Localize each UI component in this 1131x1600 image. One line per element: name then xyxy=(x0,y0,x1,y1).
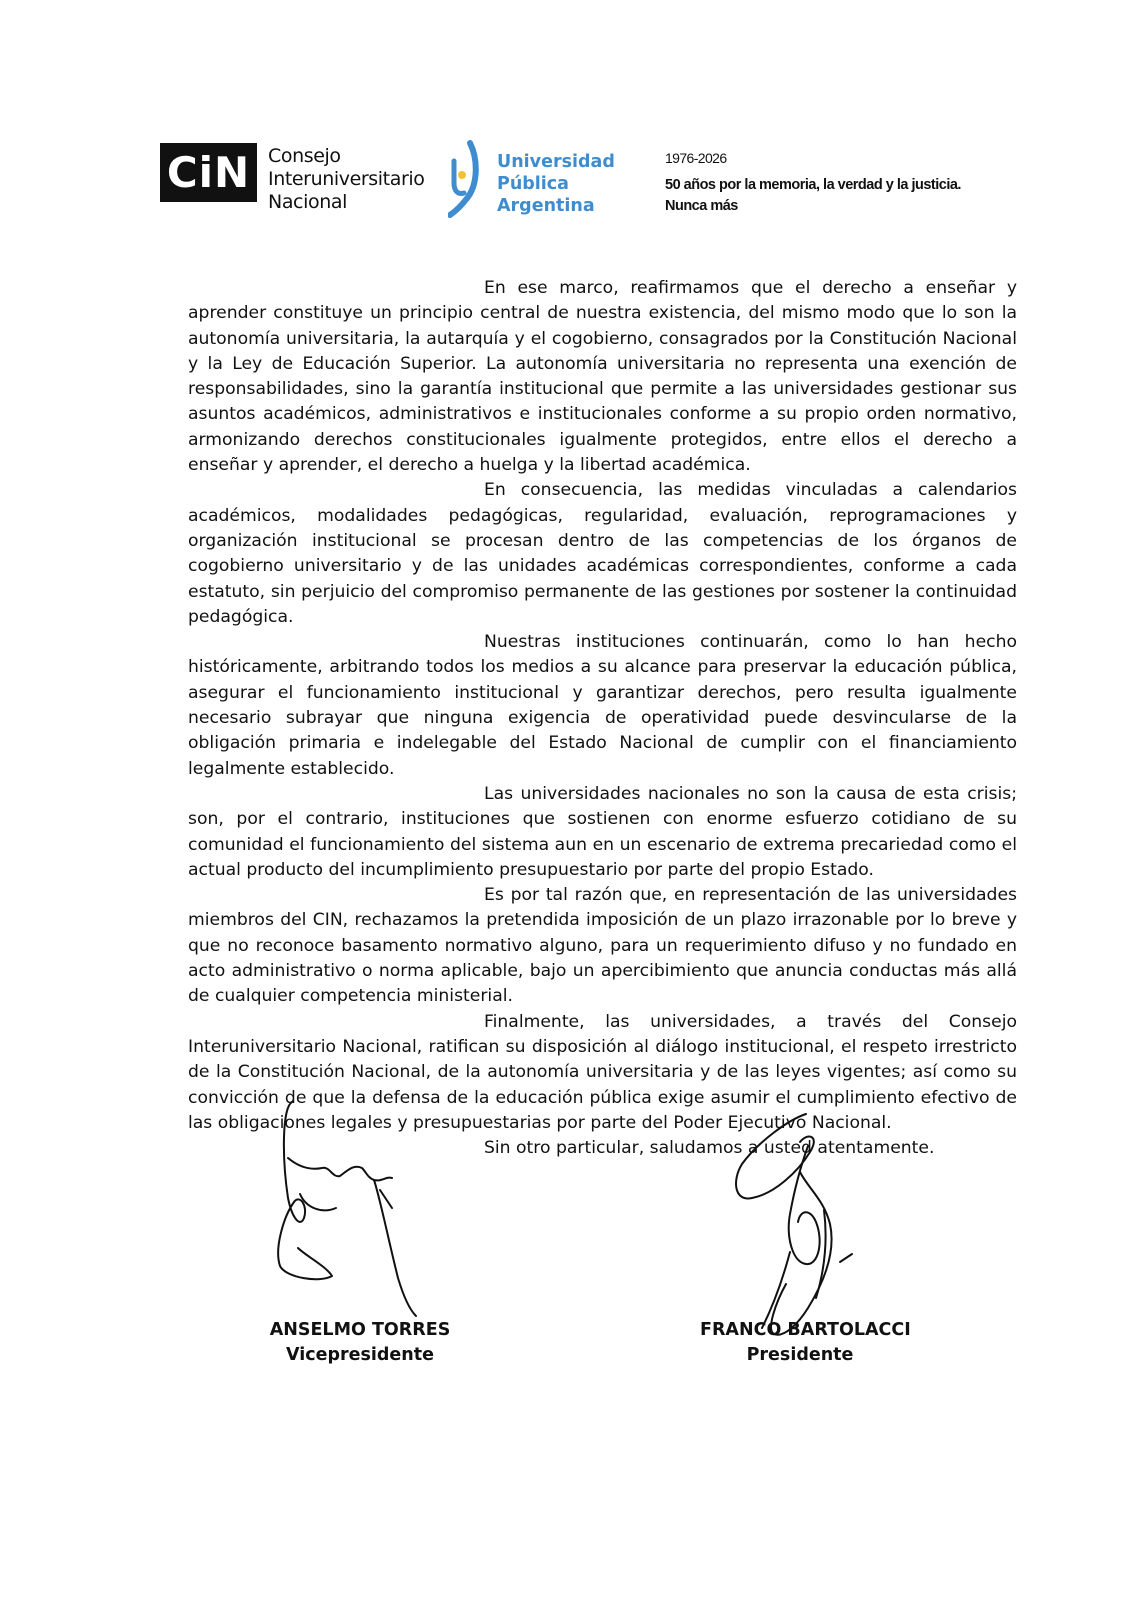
anniversary-motto-line: 50 años por la memoria, la verdad y la justicia. xyxy=(665,177,961,193)
anniversary-block xyxy=(665,150,961,217)
paragraph: Las universidades nacionales no son la causa de esta crisis; son, por el contrario, instituciones que sostienen con enorme esfuerzo cotidiano de su comunidad el funcionamiento del sistema aun en un escenario de extrema precariedad como el actual producto del incumplimiento presupuestario por parte del propio Estado. xyxy=(188,783,1017,880)
cin-name xyxy=(268,145,425,214)
cin-logo: CiN xyxy=(160,143,257,202)
signer-title: Vicepresidente xyxy=(285,1345,434,1365)
closing-line: Sin otro particular, saludamos a usted atentamente. xyxy=(484,1138,935,1159)
anniversary-years: 1976-2026 xyxy=(665,150,727,166)
upa-name xyxy=(497,151,615,217)
letter-body xyxy=(188,276,1017,1161)
paragraph: En ese marco, reafirmamos que el derecho a enseñar y aprender constituye un principio central de nuestra existencia, del mismo modo que lo son la autonomía universitaria, la autarquía y el cogobierno, consagrados por la Constitución Nacional y la Ley de Educación Superior. La autonomía universitaria no representa una exención de responsabilidades, sino la garantía institucional que permite a las universidades gestionar sus asuntos académicos, administrativos e institucionales conforme a su propio orden normativo, armonizando derechos constitucionales igualmente protegidos, entre ellos el derecho a enseñar y aprender, el derecho a huelga y la libertad académica. xyxy=(188,278,1017,476)
upa-name-line: Pública xyxy=(497,174,569,194)
upa-logo-icon xyxy=(448,139,488,219)
paragraph: Es por tal razón que, en representación de las universidades miembros del CIN, rechazamos la pretendida imposición de un plazo irrazonable por lo breve y que no reconoce basamento normativo alguno, para un requerimiento difuso y no fundado en acto administrativo o norma aplicable, bajo un apercibimiento que anuncia conductas más allá de cualquier competencia ministerial. xyxy=(188,885,1017,1007)
signature-right-icon xyxy=(728,1112,898,1342)
paragraph: Finalmente, las universidades, a través del Consejo Interuniversitario Nacional, ratifican su disposición al diálogo institucional, el respeto irrestricto de la Constitución Nacional, de la autonomía universitaria y de las leyes vigentes; así como su convicción de que la defensa de la educación pública exige asumir el cumplimiento efectivo de las obligaciones legales y presupuestarias por parte del Poder Ejecutivo Nacional. xyxy=(188,1011,1017,1133)
cin-name-line: Consejo xyxy=(268,145,341,167)
signer-name: FRANCO BARTOLACCI xyxy=(700,1320,911,1340)
anniversary-motto xyxy=(665,175,961,217)
paragraph: Nuestras instituciones continuarán, como lo han hecho históricamente, arbitrando todos los medios a su alcance para preservar la educación pública, asegurar el funcionamiento institucional y garantizar derechos, pero resulta igualmente necesario subrayar que ninguna exigencia de operatividad puede desvincularse de la obligación primaria e indelegable del Estado Nacional de cumplir con el financiamiento legalmente establecido. xyxy=(188,632,1017,779)
signer-president xyxy=(700,1318,911,1368)
signer-title: Presidente xyxy=(746,1345,854,1365)
cin-name-line: Interuniversitario xyxy=(268,168,425,190)
signer-name: ANSELMO TORRES xyxy=(269,1320,451,1340)
upa-name-line: Universidad xyxy=(497,152,615,172)
signer-vicepresident xyxy=(260,1318,460,1368)
paragraph: En consecuencia, las medidas vinculadas a calendarios académicos, modalidades pedagógicas, regularidad, evaluación, reprogramaciones y organización institucional se procesan dentro de las competencias de los órganos de cogobierno universitario y de las unidades académicas correspondientes, conforme a cada estatuto, sin perjuicio del compromiso permanente de las gestiones por sostener la continuidad pedagógica. xyxy=(188,480,1017,627)
cin-name-line: Nacional xyxy=(268,191,347,213)
anniversary-motto-line: Nunca más xyxy=(665,198,738,214)
upa-name-line: Argentina xyxy=(497,196,595,216)
signature-left-icon xyxy=(270,1098,440,1318)
